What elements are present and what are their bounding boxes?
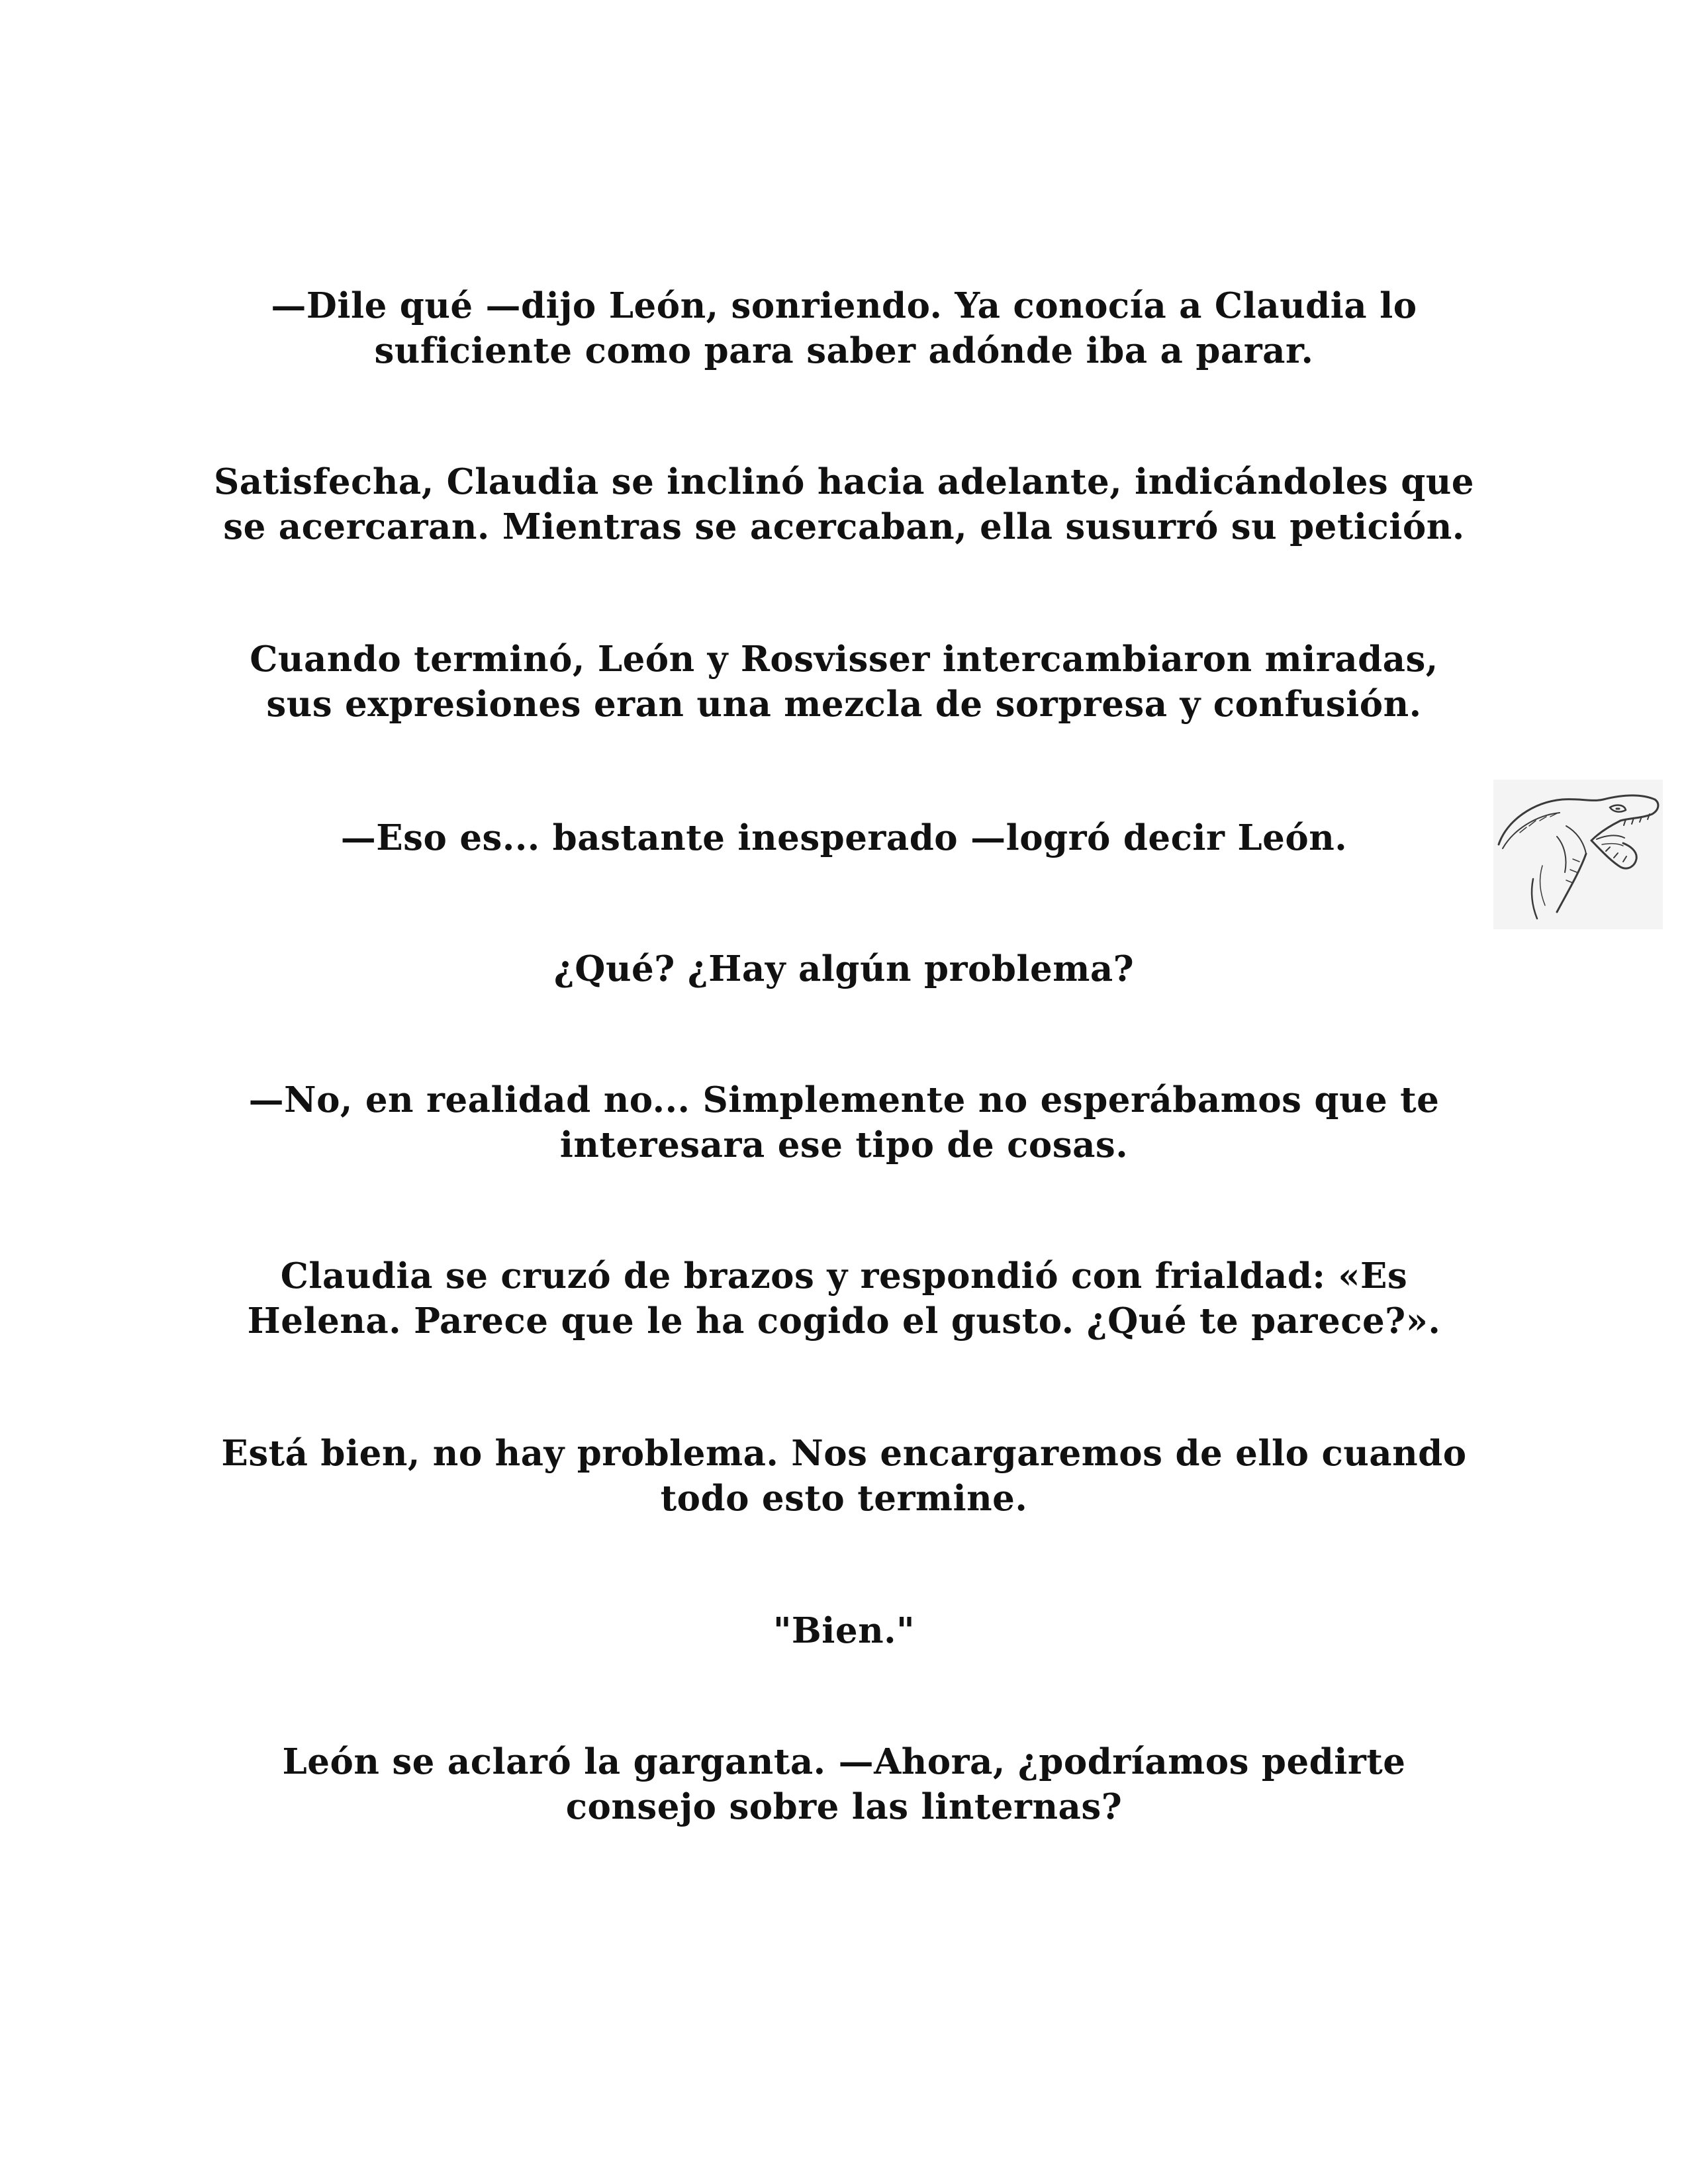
paragraph-5 xyxy=(199,946,1489,991)
paragraph-9 xyxy=(199,1608,1489,1653)
paragraph-line: se acercaran. Mientras se acercaban, ella susurró su petición. xyxy=(223,506,1465,547)
paragraph-line: suficiente como para saber adónde iba a parar. xyxy=(374,330,1314,371)
paragraph-line: —No, en realidad no... Simplemente no esperábamos que te xyxy=(248,1079,1440,1120)
paragraph-2 xyxy=(199,459,1489,549)
paragraph-1 xyxy=(199,283,1489,373)
dinosaur-head-sketch-icon xyxy=(1493,780,1663,929)
paragraph-3 xyxy=(199,637,1489,727)
paragraph-line: Cuando terminó, León y Rosvisser intercambiaron miradas, xyxy=(250,639,1438,680)
paragraph-line: "Bien." xyxy=(773,1610,915,1651)
paragraph-10 xyxy=(199,1739,1489,1829)
paragraph-line: Satisfecha, Claudia se inclinó hacia adelante, indicándoles que xyxy=(213,461,1475,502)
paragraph-8 xyxy=(199,1431,1489,1521)
paragraph-line: Claudia se cruzó de brazos y respondió con frialdad: «Es xyxy=(280,1255,1408,1297)
paragraph-4 xyxy=(199,815,1489,860)
paragraph-6 xyxy=(199,1077,1489,1167)
paragraph-line: sus expresiones eran una mezcla de sorpresa y confusión. xyxy=(266,684,1422,725)
paragraph-line: —Dile qué —dijo León, sonriendo. Ya conocía a Claudia lo xyxy=(271,285,1417,326)
paragraph-line: Está bien, no hay problema. Nos encargaremos de ello cuando xyxy=(221,1433,1467,1474)
paragraph-line: —Eso es... bastante inesperado —logró decir León. xyxy=(340,817,1348,858)
paragraph-line: interesara ese tipo de cosas. xyxy=(559,1124,1129,1165)
paragraph-line: León se aclaró la garganta. —Ahora, ¿podríamos pedirte xyxy=(282,1741,1406,1782)
paragraph-line: todo esto termine. xyxy=(660,1478,1028,1519)
paragraph-7 xyxy=(199,1253,1489,1343)
paragraph-line: Helena. Parece que le ha cogido el gusto. ¿Qué te parece?». xyxy=(247,1300,1441,1342)
paragraph-line: consejo sobre las linternas? xyxy=(565,1786,1123,1827)
paragraph-line: ¿Qué? ¿Hay algún problema? xyxy=(553,948,1135,989)
